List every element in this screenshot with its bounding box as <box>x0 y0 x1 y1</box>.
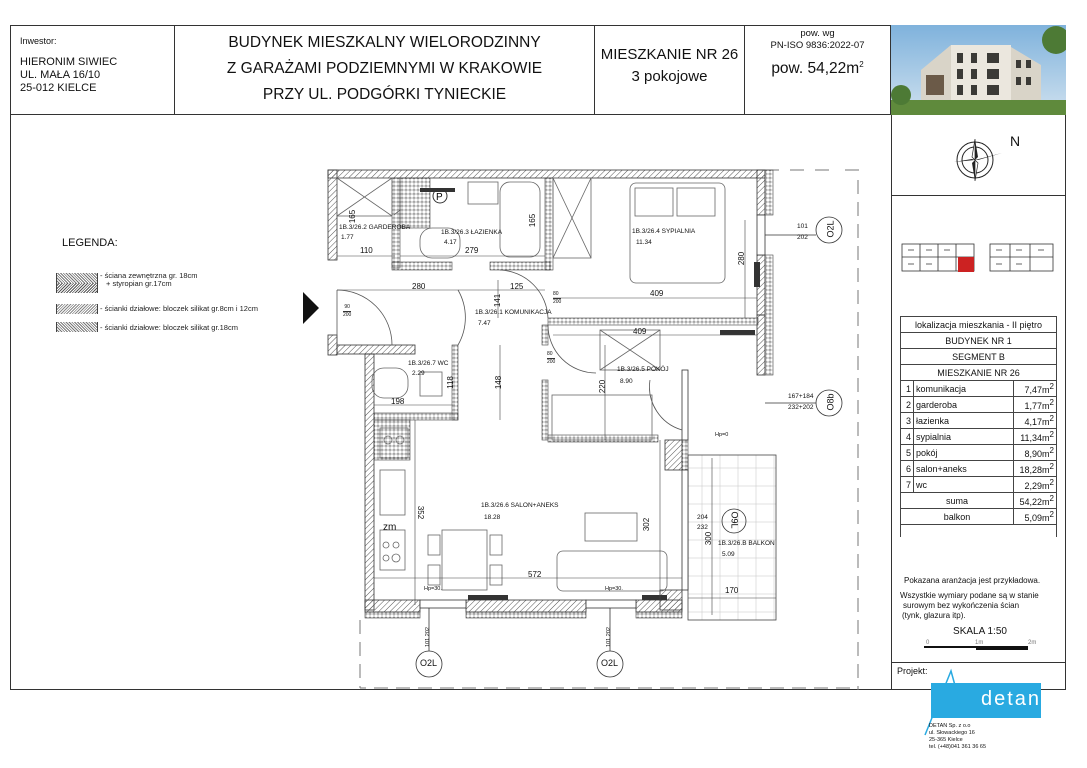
washing-machine-label: P <box>436 192 443 203</box>
title-line-3: PRZY UL. PODGÓRKI TYNIECKIE <box>262 86 507 103</box>
window-o2l-kitchen-dims: 101 202 <box>424 627 431 647</box>
room-label-balkon: 1B.3/26.B BALKON <box>718 540 775 547</box>
room-area-wc: 2.29 <box>412 370 425 377</box>
table-row: 4 sypialnia $11,34m^2$ <box>901 429 1057 445</box>
fridge-label: zm <box>383 522 397 533</box>
project-address: DETAN Sp. z o.o ul. Słowackiego 16 25-365 Kielce tel. (+48)041 361 36 65 <box>929 723 987 750</box>
investor-city: 25-012 KIELCE <box>20 82 97 94</box>
dim-280: 280 <box>412 282 426 291</box>
table-row: 1 komunikacja $7,47m^2$ <box>901 381 1057 397</box>
sill-height-balcony-door: Hp=0 <box>715 432 729 438</box>
dim-204: 204 <box>697 514 708 521</box>
sill-height-living: Hp=30. <box>605 586 623 592</box>
window-tag-o2l-living: O2L <box>601 658 619 668</box>
location-building: BUDYNEK NR 1 <box>901 333 1057 349</box>
room-label-wc: 1B.3/26.7 WC <box>408 360 449 367</box>
door-size-entry: 90 200 <box>343 304 352 318</box>
window-o2l-living-dims: 101 202 <box>605 627 612 647</box>
investor-label: Inwestor: <box>20 36 57 46</box>
location-title: lokalizacja mieszkania - II piętro <box>901 317 1057 333</box>
table-row: 6 salon+aneks $18,28m^2$ <box>901 461 1057 477</box>
dim-280-vertical: 280 <box>737 251 747 266</box>
sum-row: suma $54,22m^2$ <box>901 493 1057 509</box>
dim-118: 118 <box>445 376 455 389</box>
dim-232: 232 <box>697 524 708 531</box>
apartment-rooms: 3 pokojowe <box>631 68 708 85</box>
room-area-garderoba: 1.77 <box>341 234 354 241</box>
note-arrangement: Pokazana aranżacja jest przykładowa. <box>904 576 1041 585</box>
window-o2l-bedroom-dims: 101 202 <box>797 223 808 241</box>
dim-110: 110 <box>360 246 373 255</box>
dim-165-garderoba: 165 <box>348 209 358 224</box>
location-segment: SEGMENT B <box>901 349 1057 365</box>
window-tag-o2l-bedroom: O2L <box>825 220 836 238</box>
dim-409-top: 409 <box>650 289 664 298</box>
table-row: 3 łazienka $4,17m^2$ <box>901 413 1057 429</box>
room-area-salon: 18.28 <box>484 514 501 521</box>
room-label-sypialnia: 1B.3/26.4 SYPIALNIA <box>632 228 696 235</box>
location-apartment: MIESZKANIE NR 26 <box>901 365 1057 381</box>
room-label-salon: 1B.3/26.6 SALON+ANEKS <box>481 502 559 509</box>
dim-279: 279 <box>465 246 479 255</box>
dim-220: 220 <box>598 379 608 394</box>
table-row: 5 pokój $8,90m^2$ <box>901 445 1057 461</box>
room-label-lazienka: 1B.3/26.3 ŁAZIENKA <box>441 229 503 236</box>
balcony-row: balkon $5,09m^2$ <box>901 509 1057 525</box>
note-dimensions-3: (tynk, glazura itp). <box>902 611 966 620</box>
dim-125: 125 <box>510 282 524 291</box>
room-area-lazienka: 4.17 <box>444 239 457 246</box>
window-tag-o9l: O9L <box>729 511 740 529</box>
door-size-bedroom: 80 200 <box>553 291 562 305</box>
room-label-komunikacja: 1B.3/26.1 KOMUNIKACJA <box>475 309 552 316</box>
area-total: pow. $54,22m^2$ <box>771 60 864 78</box>
area-standard-2: PN-ISO 9836:2022-07 <box>770 40 865 51</box>
table-row: 2 garderoba $1,77m^2$ <box>901 397 1057 413</box>
title-line-1: BUDYNEK MIESZKALNY WIELORODZINNY <box>228 34 541 51</box>
room-label-garderoba: 1B.3/26.2 GARDEROBA <box>339 224 411 231</box>
window-o8b-dims: 167+184 232+202 <box>788 393 814 411</box>
sill-height-kitchen: Hp=30. <box>424 586 442 592</box>
dim-352: 352 <box>416 505 426 520</box>
table-row: 7 wc $2,29m^2$ <box>901 477 1057 493</box>
window-tag-o2l-kitchen: O2L <box>420 658 438 668</box>
room-area-sypialnia: 11.34 <box>636 239 652 246</box>
room-area-pokoj: 8.90 <box>620 378 633 385</box>
dim-572: 572 <box>528 570 542 579</box>
investor-street: UL. MAŁA 16/10 <box>20 69 101 81</box>
north-label: N <box>1010 133 1021 149</box>
dim-165-bath: 165 <box>528 213 538 228</box>
investor-name: HIERONIM SIWIEC <box>20 56 118 68</box>
apartment-title: MIESZKANIE NR 26 <box>600 46 739 63</box>
dim-141: 141 <box>493 293 503 308</box>
dim-170: 170 <box>725 586 739 595</box>
note-dimensions-2: surowym bez wykończenia ścian <box>903 601 1020 610</box>
title-line-2: Z GARAŻAMI PODZIEMNYMI W KRAKOWIE <box>226 60 543 77</box>
room-area-komunikacja: 7.47 <box>478 320 491 327</box>
area-standard-1: pow. wg <box>800 28 835 39</box>
dim-300: 300 <box>704 531 714 546</box>
dim-148: 148 <box>494 375 504 390</box>
legend-title: LEGENDA: <box>62 237 118 249</box>
dim-198: 198 <box>391 397 405 406</box>
scale-label: SKALA 1:50 <box>953 626 1007 637</box>
room-label-pokoj: 1B.3/26.5 POKÓJ <box>617 366 669 373</box>
detan-logo: detan <box>931 683 1041 718</box>
scale-bar: 0 1m 2m <box>900 638 1060 652</box>
window-tag-o8b: O8b <box>825 393 836 411</box>
note-dimensions-1: Wszystkie wymiary podane są w stanie <box>900 591 1039 600</box>
dim-409-bottom: 409 <box>633 327 647 336</box>
project-label: Projekt: <box>897 666 928 676</box>
door-size-room: 80 200 <box>547 351 556 365</box>
room-area-balkon: 5.09 <box>722 551 735 558</box>
dim-302: 302 <box>642 517 652 532</box>
